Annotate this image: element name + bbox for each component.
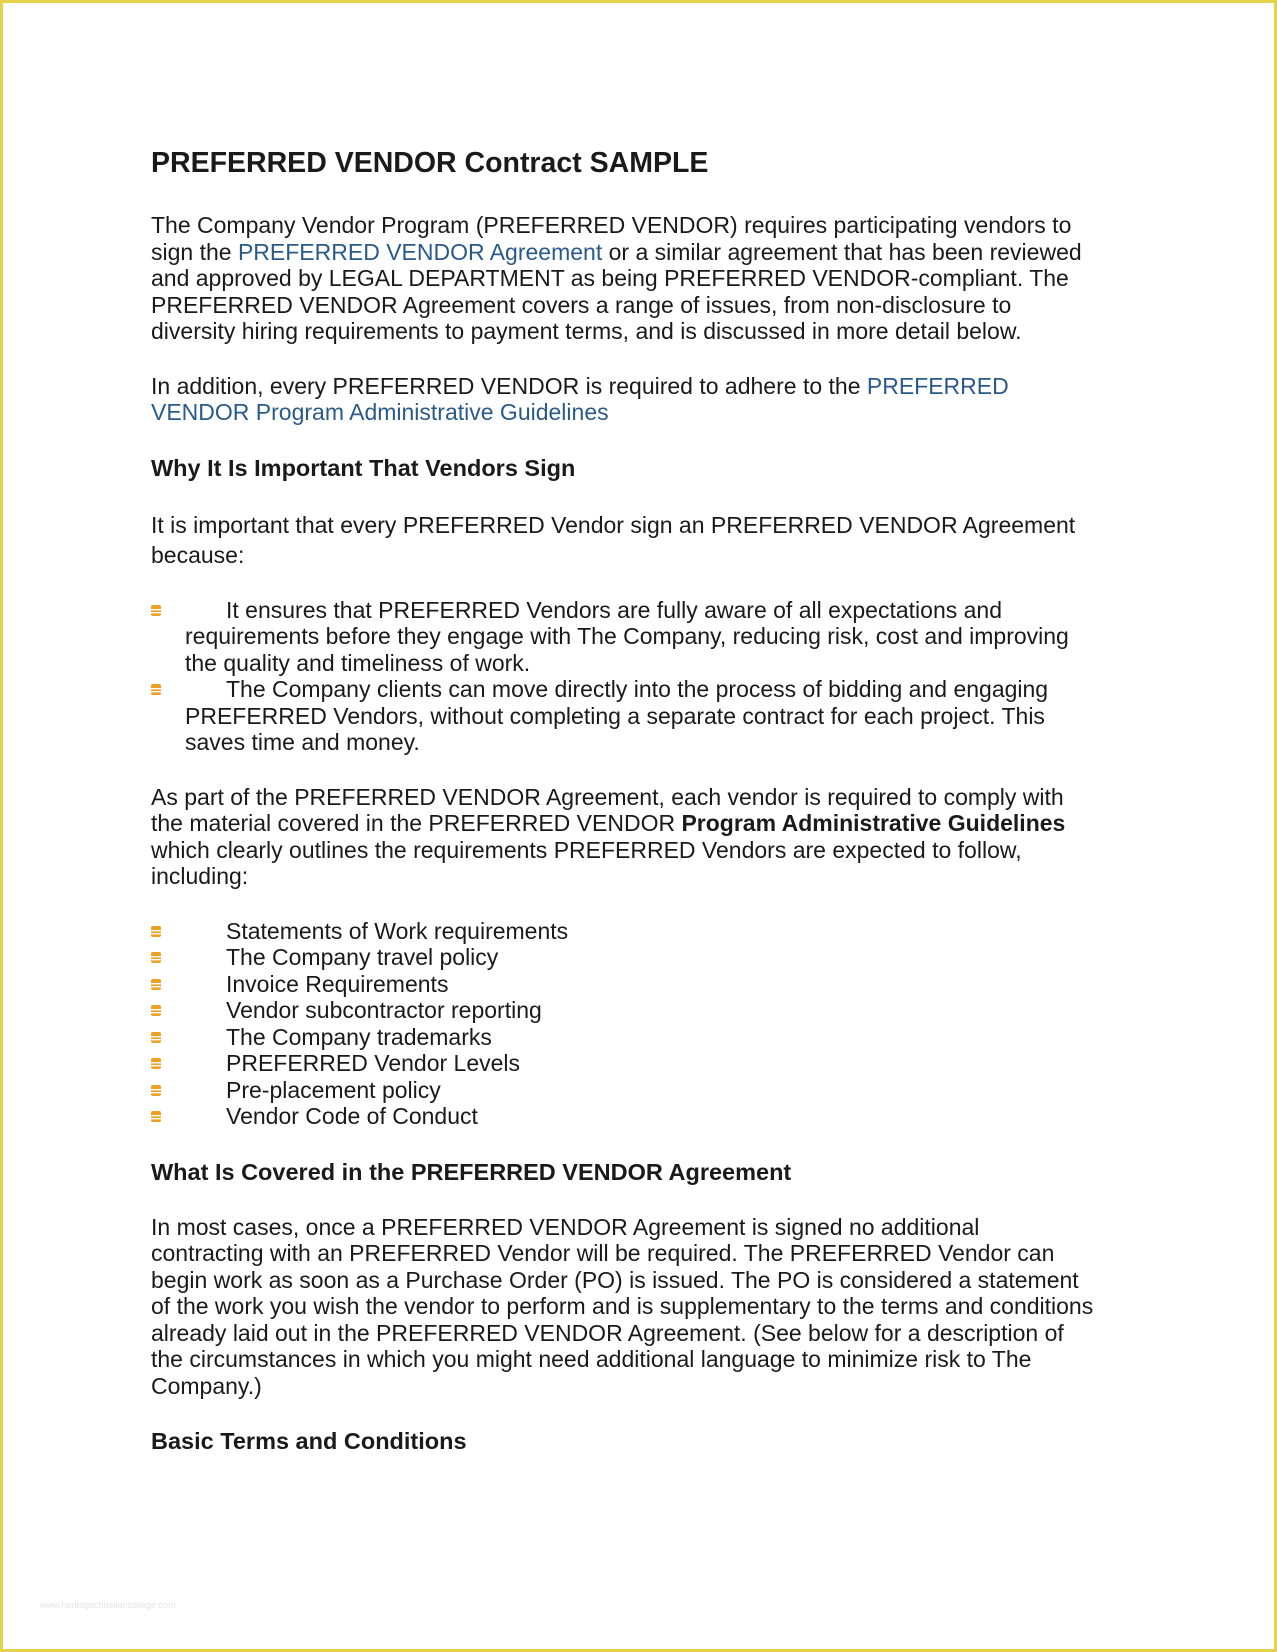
guideline-item-text: Pre-placement policy [226, 1076, 441, 1103]
intro-text-2: or a similar agreement that has been reviewed and approved by LEGAL DEPARTMENT as being PREFERRED VENDOR-compliant. The PREFERRED VENDOR Agreement covers a range of issues, from non-disclosure to diversity hiring requirements to payment terms, and is discussed in more detail below. [151, 238, 1082, 344]
reasons-list [151, 597, 1096, 756]
guideline-item-text: The Company trademarks [226, 1023, 492, 1050]
guideline-item-text: The Company travel policy [226, 944, 499, 970]
addition-paragraph [151, 373, 1096, 426]
preferred-vendor-agreement-link[interactable]: PREFERRED VENDOR Agreement [237, 238, 603, 265]
orange-bullet-icon [151, 1058, 161, 1069]
intro-paragraph [151, 212, 1096, 345]
list-item [151, 944, 1096, 971]
guideline-item-text: Statements of Work requirements [226, 917, 569, 944]
orange-bullet-icon [151, 605, 161, 616]
guidelines-list [151, 918, 1096, 1130]
orange-bullet-icon [151, 952, 161, 963]
guideline-item-text: Vendor Code of Conduct [226, 1103, 478, 1129]
orange-bullet-icon [151, 1111, 161, 1122]
list-item [151, 1103, 1096, 1130]
guidelines-text-2: which clearly outlines the requirements PREFERRED Vendors are expected to follow, including: [151, 836, 1022, 889]
list-item [151, 597, 1096, 677]
why-paragraph: It is important that every PREFERRED Vendor sign an PREFERRED VENDOR Agreement because: [151, 511, 1076, 568]
list-item [151, 918, 1096, 945]
guidelines-text-1: As part of the PREFERRED VENDOR Agreement, each vendor is required to comply with the material covered in the PREFERRED VENDOR [151, 783, 1064, 836]
list-item [151, 1024, 1096, 1051]
covered-paragraph: In most cases, once a PREFERRED VENDOR Agreement is signed no additional contracting with an PREFERRED Vendor will be required. The PREFERRED Vendor can begin work as soon as a Purchase Order (PO) is issued. The PO is considered a statement of the work you wish the vendor to perform and is supplementary to the terms and conditions already laid out in the PREFERRED VENDOR Agreement. (See below for a description of the circumstances in which you might need additional language to minimize risk to The Company.) [151, 1213, 1094, 1399]
addition-text: In addition, every PREFERRED VENDOR is required to adhere to the [151, 372, 867, 399]
orange-bullet-icon [151, 1085, 161, 1096]
reason-2-rest: PREFERRED Vendors, without completing a separate contract for each project. This saves time and money. [185, 702, 1045, 755]
reason-2-lead: The Company clients can move directly into the process of bidding and engaging [226, 676, 1049, 702]
guideline-item-text: Invoice Requirements [226, 970, 449, 997]
orange-bullet-icon [151, 926, 161, 937]
guideline-item-text: PREFERRED Vendor Levels [226, 1050, 521, 1076]
list-item [151, 971, 1096, 998]
administrative-guidelines-link[interactable]: PREFERRED VENDOR Program Administrative Guidelines [151, 372, 1009, 425]
list-item [151, 676, 1096, 756]
watermark: www.heritagechristiancollege.com [40, 1600, 176, 1610]
list-item [151, 997, 1096, 1024]
orange-bullet-icon [151, 1032, 161, 1043]
orange-bullet-icon [151, 1005, 161, 1016]
orange-bullet-icon [151, 684, 161, 695]
reason-1-rest: requirements before they engage with The Company, reducing risk, cost and improving the quality and timeliness of work. [185, 623, 1069, 676]
orange-bullet-icon [151, 979, 161, 990]
reason-1-lead: It ensures that PREFERRED Vendors are fully aware of all expectations and [226, 596, 1003, 623]
heading-what-is-covered: What Is Covered in the PREFERRED VENDOR Agreement [151, 1158, 792, 1185]
list-item [151, 1050, 1096, 1077]
heading-basic-terms: Basic Terms and Conditions [151, 1428, 467, 1454]
list-item [151, 1077, 1096, 1104]
intro-text-1: The Company Vendor Program (PREFERRED VENDOR) requires participating vendors to sign the [151, 212, 1072, 265]
guidelines-bold-text: Program Administrative Guidelines [681, 810, 1066, 836]
document-body [151, 146, 1096, 1483]
guidelines-paragraph [151, 784, 1096, 890]
guideline-item-text: Vendor subcontractor reporting [226, 997, 542, 1023]
heading-why-important: Why It Is Important That Vendors Sign [151, 454, 576, 481]
document-title: PREFERRED VENDOR Contract SAMPLE [151, 147, 709, 179]
